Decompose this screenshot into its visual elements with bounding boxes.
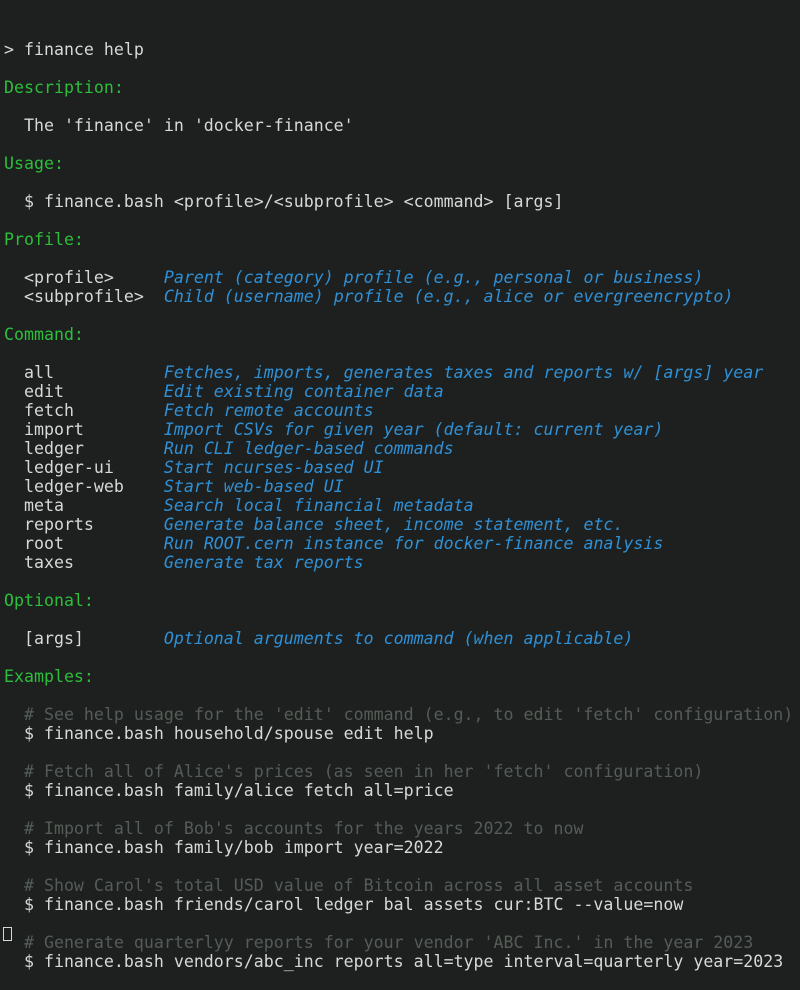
terminal-line — [4, 401, 800, 420]
description-text: Run CLI ledger-based commands — [163, 439, 454, 458]
terminal-line — [4, 116, 800, 135]
terminal-text: $ finance.bash <profile>/<subprofile> <command> [args] — [4, 192, 564, 211]
terminal-line — [4, 895, 800, 914]
terminal-line — [4, 515, 800, 534]
terminal-text: ledger-ui — [4, 458, 164, 477]
terminal-blank-line — [4, 914, 800, 933]
terminal-blank-line — [4, 249, 800, 268]
description-text: Optional arguments to command (when applicable) — [163, 629, 634, 648]
description-text: Run ROOT.cern instance for docker-finance analysis — [163, 534, 664, 553]
terminal-text: $ finance.bash family/alice fetch all=price — [4, 781, 454, 800]
terminal-line — [4, 667, 800, 686]
terminal-text: <profile> — [4, 268, 164, 287]
description-text: Fetch remote accounts — [163, 401, 374, 420]
terminal-text: ledger — [4, 439, 164, 458]
terminal-text: meta — [4, 496, 164, 515]
terminal-line — [4, 363, 800, 382]
terminal-line — [4, 933, 800, 952]
terminal-blank-line — [4, 800, 800, 819]
description-text: Import CSVs for given year (default: current year) — [163, 420, 664, 439]
terminal-blank-line — [4, 743, 800, 762]
terminal-blank-line — [4, 686, 800, 705]
terminal-line — [4, 591, 800, 610]
terminal-line — [4, 534, 800, 553]
section-header: Examples: — [4, 667, 94, 686]
terminal-text: ledger-web — [4, 477, 164, 496]
section-header: Usage: — [4, 154, 64, 173]
terminal-lines — [4, 40, 800, 971]
terminal-blank-line — [4, 211, 800, 230]
description-text: Child (username) profile (e.g., alice or evergreencrypto) — [163, 287, 734, 306]
terminal-line — [4, 477, 800, 496]
section-header: Description: — [4, 78, 124, 97]
comment-text: # Fetch all of Alice's prices (as seen in her 'fetch' configuration) — [4, 762, 704, 781]
terminal-text: $ finance.bash friends/carol ledger bal assets cur:BTC --value=now — [4, 895, 684, 914]
terminal-line — [4, 78, 800, 97]
terminal-text: $ finance.bash vendors/abc_inc reports all=type interval=quarterly year=2023 — [4, 952, 784, 971]
description-text: Start ncurses-based UI — [163, 458, 384, 477]
terminal-output — [4, 2, 800, 990]
terminal-text: <subprofile> — [4, 287, 164, 306]
terminal-blank-line — [4, 648, 800, 667]
terminal-line — [4, 876, 800, 895]
terminal-line — [4, 325, 800, 344]
description-text: Start web-based UI — [163, 477, 344, 496]
terminal-text: [args] — [4, 629, 164, 648]
terminal-line — [4, 496, 800, 515]
terminal-blank-line — [4, 135, 800, 154]
terminal-line — [4, 382, 800, 401]
terminal-line — [4, 287, 800, 306]
terminal-blank-line — [4, 572, 800, 591]
terminal-text: fetch — [4, 401, 164, 420]
terminal-blank-line — [4, 97, 800, 116]
terminal-line — [4, 952, 800, 971]
terminal-line — [4, 781, 800, 800]
terminal-line — [4, 458, 800, 477]
terminal-line — [4, 819, 800, 838]
terminal-line — [4, 724, 800, 743]
description-text: Edit existing container data — [163, 382, 444, 401]
terminal-text: > finance help — [4, 40, 144, 59]
comment-text: # Show Carol's total USD value of Bitcoin across all asset accounts — [4, 876, 694, 895]
section-header: Optional: — [4, 591, 94, 610]
terminal-blank-line — [4, 610, 800, 629]
terminal-text: root — [4, 534, 164, 553]
terminal-line — [4, 40, 800, 59]
description-text: Generate balance sheet, income statement, etc. — [163, 515, 624, 534]
terminal-text: edit — [4, 382, 164, 401]
terminal-line — [4, 192, 800, 211]
terminal-line — [4, 420, 800, 439]
section-header: Profile: — [4, 230, 84, 249]
description-text: Generate tax reports — [163, 553, 364, 572]
terminal-line — [4, 154, 800, 173]
terminal-blank-line — [4, 306, 800, 325]
terminal-line — [4, 268, 800, 287]
terminal-line — [4, 838, 800, 857]
section-header: Command: — [4, 325, 84, 344]
terminal-line — [4, 553, 800, 572]
description-text: Fetches, imports, generates taxes and reports w/ [args] year — [163, 363, 764, 382]
terminal-text: import — [4, 420, 164, 439]
terminal-line — [4, 705, 800, 724]
terminal-blank-line — [4, 344, 800, 363]
terminal-line — [4, 230, 800, 249]
terminal-text: taxes — [4, 553, 164, 572]
terminal-blank-line — [4, 857, 800, 876]
comment-text: # Import all of Bob's accounts for the years 2022 to now — [4, 819, 584, 838]
description-text: Parent (category) profile (e.g., personal or business) — [163, 268, 704, 287]
terminal-text: $ finance.bash household/spouse edit help — [4, 724, 434, 743]
terminal-line — [4, 762, 800, 781]
comment-text: # Generate quarterlyy reports for your vendor 'ABC Inc.' in the year 2023 — [4, 933, 754, 952]
terminal-text: reports — [4, 515, 164, 534]
terminal-blank-line — [4, 173, 800, 192]
terminal-line — [4, 629, 800, 648]
terminal-line — [4, 439, 800, 458]
description-text: Search local financial metadata — [163, 496, 474, 515]
terminal-blank-line — [4, 59, 800, 78]
comment-text: # See help usage for the 'edit' command (e.g., to edit 'fetch' configuration) — [4, 705, 794, 724]
terminal-text: all — [4, 363, 164, 382]
terminal-cursor[interactable] — [3, 927, 12, 941]
terminal-text: The 'finance' in 'docker-finance' — [4, 116, 354, 135]
terminal-text: $ finance.bash family/bob import year=2022 — [4, 838, 444, 857]
